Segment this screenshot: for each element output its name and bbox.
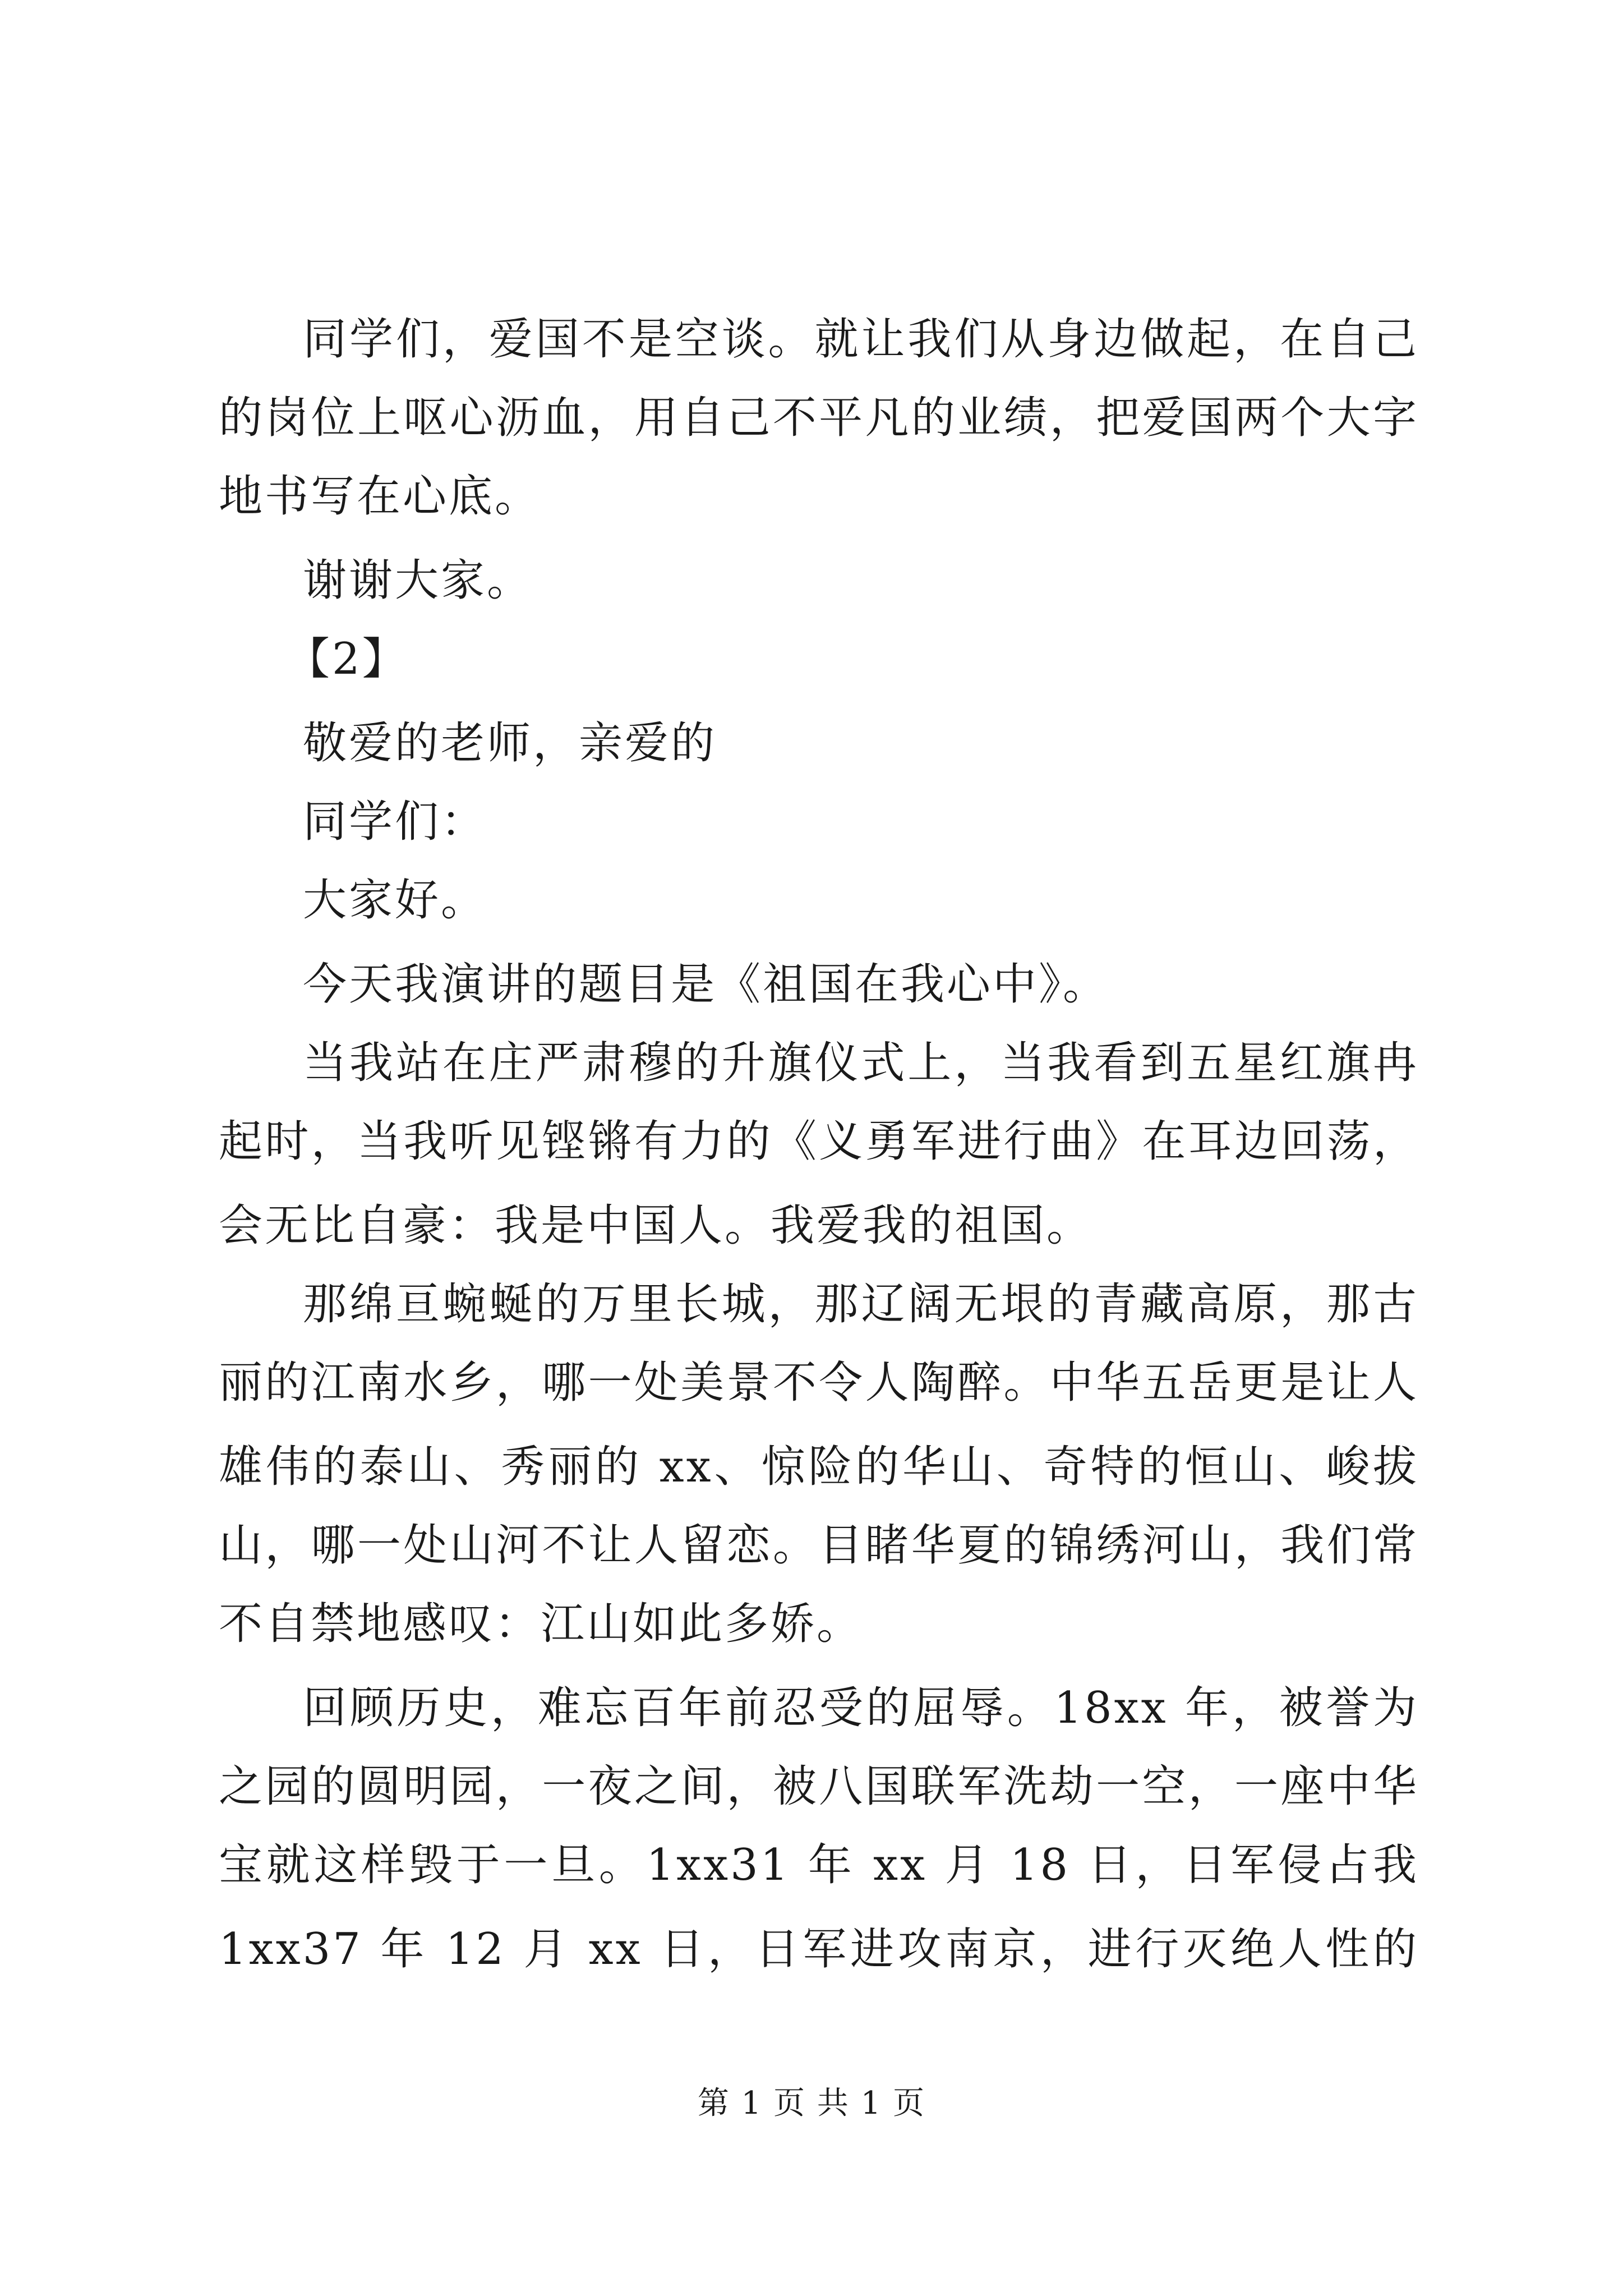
paragraph-line: 宝就这样毁于一旦。1xx31 年 xx 月 18 日，日军侵占我	[219, 1840, 1419, 1890]
section-number: 【2】	[286, 634, 408, 684]
paragraph-line: 同学们：	[303, 797, 487, 847]
paragraph-line: 谢谢大家。	[303, 555, 533, 606]
paragraph-line: 起时，当我听见铿锵有力的《义勇军进行曲》在耳边回荡，	[219, 1116, 1419, 1167]
paragraph-line: 山，哪一处山河不让人留恋。目睹华夏的锦绣河山，我们常	[219, 1520, 1419, 1571]
page-footer: 第 1 页 共 1 页	[697, 2085, 926, 2122]
paragraph-line: 当我站在庄严肃穆的升旗仪式上，当我看到五星红旗冉	[303, 1038, 1419, 1088]
paragraph-line: 同学们，爱国不是空谈。就让我们从身边做起，在自己	[303, 314, 1419, 365]
paragraph-line: 会无比自豪：我是中国人。我爱我的祖国。	[219, 1200, 1093, 1251]
paragraph-line: 不自禁地感叹：江山如此多娇。	[219, 1599, 863, 1649]
paragraph-line: 丽的江南水乡，哪一处美景不令人陶醉。中华五岳更是让人	[219, 1358, 1419, 1408]
paragraph-line: 地书写在心底。	[219, 471, 541, 522]
paragraph-line: 今天我演讲的题目是《祖国在我心中》。	[303, 959, 1109, 1010]
paragraph-line: 敬爱的老师，亲爱的	[303, 718, 717, 769]
paragraph-line: 1xx37 年 12 月 xx 日，日军进攻南京，进行灭绝人性的	[219, 1924, 1419, 1975]
paragraph-line: 之园的圆明园，一夜之间，被八国联军洗劫一空，一座中华	[219, 1761, 1419, 1812]
paragraph-line: 那绵亘蜿蜒的万里长城，那辽阔无垠的青藏高原，那古	[303, 1279, 1419, 1329]
paragraph-line: 的岗位上呕心沥血，用自己不平凡的业绩，把爱国两个大字	[219, 393, 1419, 443]
paragraph-line: 大家好。	[303, 875, 487, 926]
paragraph-line: 回顾历史，难忘百年前忍受的屈辱。18xx 年，被誉为	[303, 1683, 1419, 1733]
paragraph-line: 雄伟的泰山、秀丽的 xx、惊险的华山、奇特的恒山、峻拔	[219, 1442, 1419, 1492]
